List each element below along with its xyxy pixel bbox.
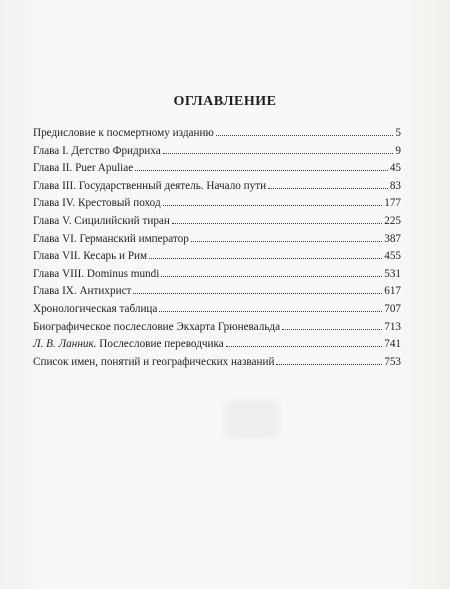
toc-entry <box>33 266 401 284</box>
toc-entry-label: Глава IX. Антихрист <box>33 285 132 298</box>
dot-leader <box>149 258 382 259</box>
dot-leader <box>172 223 382 224</box>
toc-entry-label: Глава III. Государственный деятель. Начало пути <box>33 179 267 192</box>
toc-entry <box>33 143 401 161</box>
dot-leader <box>159 311 382 312</box>
toc-entry <box>33 283 401 301</box>
toc-entry <box>33 195 401 213</box>
toc-entry-page: 45 <box>389 162 401 175</box>
toc-entry-label: Глава VI. Германский император <box>33 232 189 245</box>
dot-leader <box>133 293 382 294</box>
toc-entry-label: Послесловие переводчика <box>99 338 224 351</box>
toc-entry-label-group <box>33 336 224 354</box>
table-of-contents <box>33 125 401 371</box>
toc-entry <box>33 248 401 266</box>
toc-entry <box>33 231 401 249</box>
dot-leader <box>216 135 394 136</box>
toc-entry-page: 741 <box>384 338 401 351</box>
toc-entry <box>33 301 401 319</box>
toc-entry-label: Хронологическая таблица <box>33 302 158 315</box>
toc-entry-page: 455 <box>384 250 401 263</box>
toc-entry-label: Список имен, понятий и географических названий <box>33 355 275 368</box>
toc-entry-label: Предисловие к посмертному изданию <box>33 127 214 139</box>
dot-leader <box>226 346 382 347</box>
toc-entry-page: 713 <box>384 320 401 333</box>
toc-entry-author: Л. В. Ланник. <box>33 338 97 351</box>
dot-leader <box>191 241 382 242</box>
toc-entry-page: 387 <box>384 232 401 245</box>
toc-entry-page: 5 <box>395 127 401 139</box>
toc-entry <box>33 125 401 143</box>
toc-entry <box>33 178 401 196</box>
dot-leader <box>268 188 388 189</box>
toc-entry-page: 177 <box>384 197 401 210</box>
toc-entry <box>33 319 401 337</box>
toc-entry-label: Глава IV. Крестовый поход <box>33 197 161 210</box>
toc-entry-label: Биографическое послесловие Экхарта Грюневальда <box>33 320 281 333</box>
toc-entry <box>33 354 401 372</box>
bleed-through-mark <box>225 400 280 438</box>
dot-leader <box>163 205 383 206</box>
toc-entry <box>33 213 401 231</box>
toc-entry-label: Глава V. Сицилийский тиран <box>33 214 170 227</box>
page-title: ОГЛАВЛЕНИЕ <box>173 94 277 109</box>
toc-entry-label: Глава II. Puer Apuliae <box>33 162 134 175</box>
dot-leader <box>135 170 388 171</box>
toc-entry-page: 617 <box>384 285 401 298</box>
toc-entry-page: 753 <box>384 355 401 368</box>
toc-entry-page: 83 <box>389 179 401 192</box>
toc-entry-page: 707 <box>384 302 401 315</box>
dot-leader <box>276 364 382 365</box>
toc-entry-label: Глава VIII. Dominus mundi <box>33 267 160 280</box>
toc-entry <box>33 336 401 354</box>
toc-entry-label: Глава I. Детство Фридриха <box>33 144 161 157</box>
toc-entry-page: 9 <box>395 144 401 157</box>
dot-leader <box>282 329 382 330</box>
toc-entry <box>33 160 401 178</box>
toc-entry-label: Глава VII. Кесарь и Рим <box>33 250 148 263</box>
toc-entry-page: 531 <box>384 267 401 280</box>
toc-entry-page: 225 <box>384 214 401 227</box>
dot-leader <box>163 153 394 154</box>
dot-leader <box>161 276 382 277</box>
